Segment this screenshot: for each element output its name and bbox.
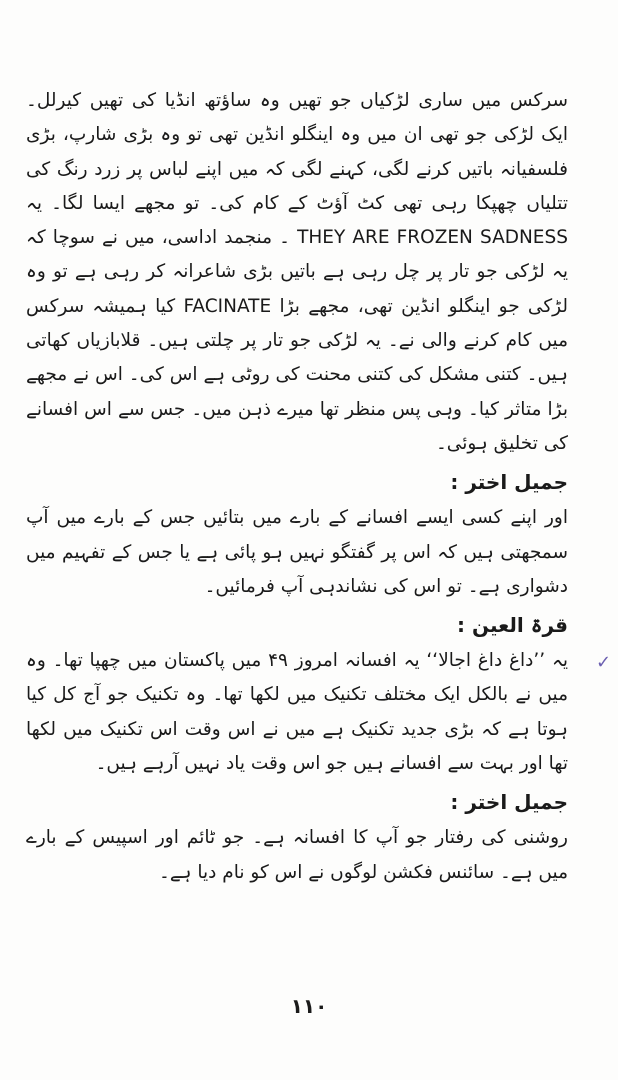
speaker-label-jameel-akhtar-2: جمیل اختر :: [450, 790, 568, 815]
page-number: ۱۱۰: [290, 994, 328, 1018]
paragraph-roshni-ki-raftar: روشنی کی رفتار جو آپ کا افسانہ ہے۔ جو ٹائم اور اسپیس کے بارے میں ہے۔ سائنس فکشن لوگوں نے اس کو نام دیا ہے۔: [26, 827, 568, 883]
show-through-text: [410, 872, 580, 942]
paragraph-daagh-daagh-ujala: یہ ’’داغ داغ اجالا‘‘ یہ افسانہ امروز ۴۹ میں پاکستان میں چھپا تھا۔ وہ میں نے بالکل ایک مختلف تکنیک میں لکھا تھا۔ وہ تکنیک جو آج کل کیا ہوتا ہے کہ بڑی جدید تکنیک ہے میں نے اس وقت اس تکنیک میں لکھا تھا اور بہت سے افسانے ہیں جو اس وقت یاد نہیں آرہے ہیں۔: [26, 650, 568, 775]
speaker-label-qurratulain: قرۃ العین :: [457, 613, 568, 638]
page-body: [26, 84, 568, 890]
paragraph-question: اور اپنے کسی ایسے افسانے کے بارے میں بتائیں جس کے بارے میں آپ سمجھتی ہیں کہ اس پر گفتگو نہیں ہو پائی ہے یا جس کے تفہیم میں دشواری ہے۔ تو اس کی نشاندہی آپ فرمائیں۔: [26, 507, 568, 597]
speaker-label-jameel-akhtar: جمیل اختر :: [450, 470, 568, 495]
paragraph-circus-story: سرکس میں ساری لڑکیاں جو تھیں وہ ساؤتھ انڈیا کی تھیں کیرلل۔ ایک لڑکی جو تھی ان میں وہ اینگلو انڈین تھی تو وہ بڑی شارپ، بڑی فلسفیانہ باتیں کرنے لگی، کہنے لگی کہ میں اپنے لباس پر زرد رنگ کی تتلیاں چھپکا رہی تھی کٹ آؤٹ کے کام کی۔ تو مجھے ایسا لگا۔ یہ THEY ARE FROZEN SADNESS ۔ منجمد اداسی، میں نے سوچا کہ یہ لڑکی جو تار پر چل رہی ہے باتیں بڑی شاعرانہ کر رہی ہے تو وہ لڑکی جو اینگلو انڈین تھی، مجھے بڑا FACINATE کیا ہمیشہ سرکس میں کام کرنے والی نے۔ یہ لڑکی جو تار پر چلتی ہیں۔ قلابازیاں کھاتی ہیں۔ کتنی مشکل کی کتنی محنت کی روٹی ہے اس کی۔ اس نے مجھے بڑا متاثر کیا۔ وہی پس منظر تھا میرے ذہن میں۔ جس سے اس افسانے کی تخلیق ہوئی۔: [26, 90, 569, 454]
check-mark-icon: ✓: [596, 652, 612, 673]
